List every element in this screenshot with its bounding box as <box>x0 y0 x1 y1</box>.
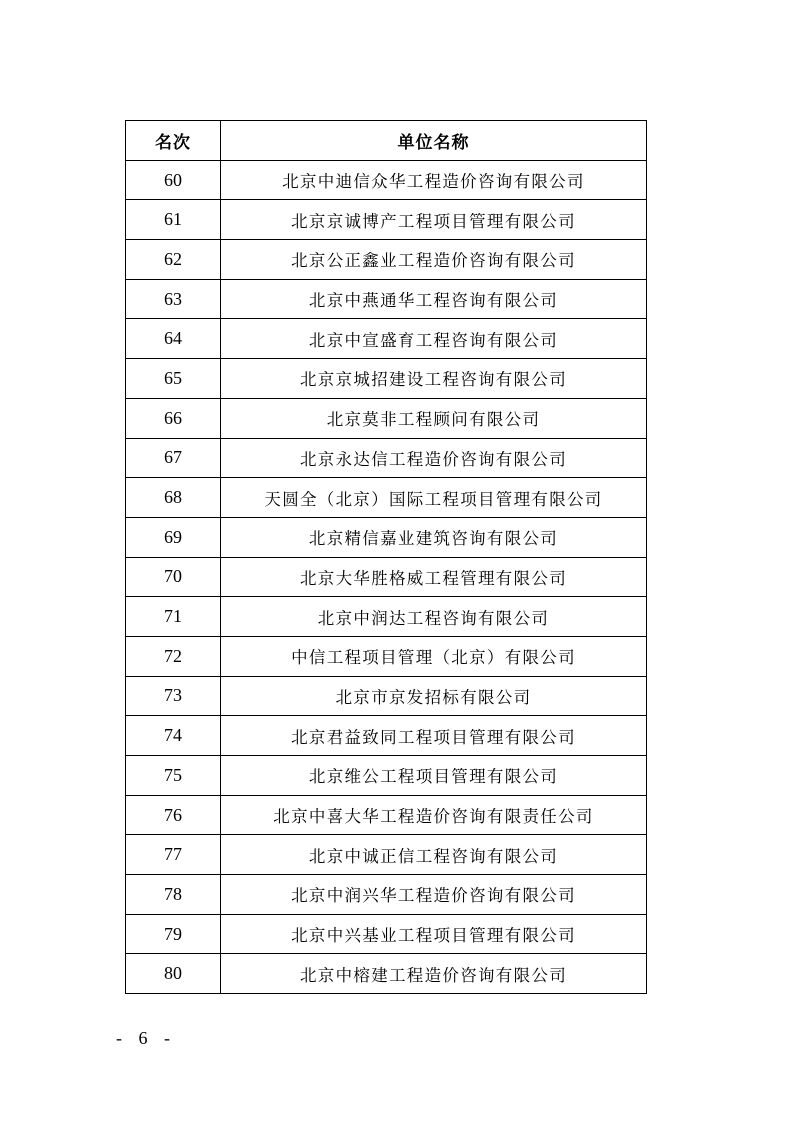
table-row <box>126 279 647 319</box>
rank-cell: 66 <box>126 398 221 438</box>
company-name-cell: 北京中喜大华工程造价咨询有限责任公司 <box>221 795 647 835</box>
table-row <box>126 319 647 359</box>
rank-cell: 63 <box>126 279 221 319</box>
company-name-cell: 北京京城招建设工程咨询有限公司 <box>221 359 647 399</box>
company-name-cell: 北京中润达工程咨询有限公司 <box>221 597 647 637</box>
rank-cell: 74 <box>126 716 221 756</box>
company-name-cell: 北京中润兴华工程造价咨询有限公司 <box>221 875 647 915</box>
table-row <box>126 835 647 875</box>
company-name-cell: 北京中诚正信工程咨询有限公司 <box>221 835 647 875</box>
rank-cell: 62 <box>126 240 221 280</box>
company-name-cell: 北京君益致同工程项目管理有限公司 <box>221 716 647 756</box>
rank-cell: 68 <box>126 478 221 518</box>
table-row <box>126 597 647 637</box>
table-header-row <box>126 121 647 161</box>
rank-cell: 78 <box>126 875 221 915</box>
table-row <box>126 359 647 399</box>
company-name-cell: 北京中兴基业工程项目管理有限公司 <box>221 914 647 954</box>
table-row <box>126 914 647 954</box>
table-header <box>126 121 647 161</box>
table-row <box>126 756 647 796</box>
table-row <box>126 716 647 756</box>
company-name-cell: 北京中宣盛育工程咨询有限公司 <box>221 319 647 359</box>
rank-cell: 72 <box>126 636 221 676</box>
rank-cell: 60 <box>126 160 221 200</box>
table-row <box>126 517 647 557</box>
rank-cell: 80 <box>126 954 221 994</box>
rank-cell: 79 <box>126 914 221 954</box>
header-company-name: 单位名称 <box>221 121 647 161</box>
company-name-cell: 北京中迪信众华工程造价咨询有限公司 <box>221 160 647 200</box>
ranking-table <box>125 120 647 994</box>
rank-cell: 76 <box>126 795 221 835</box>
company-name-cell: 北京大华胜格威工程管理有限公司 <box>221 557 647 597</box>
table-row <box>126 875 647 915</box>
company-name-cell: 中信工程项目管理（北京）有限公司 <box>221 636 647 676</box>
table-row <box>126 954 647 994</box>
company-name-cell: 北京公正鑫业工程造价咨询有限公司 <box>221 240 647 280</box>
rank-cell: 64 <box>126 319 221 359</box>
rank-cell: 67 <box>126 438 221 478</box>
company-name-cell: 北京中榕建工程造价咨询有限公司 <box>221 954 647 994</box>
company-name-cell: 北京市京发招标有限公司 <box>221 676 647 716</box>
rank-cell: 71 <box>126 597 221 637</box>
company-name-cell: 北京精信嘉业建筑咨询有限公司 <box>221 517 647 557</box>
table-row <box>126 240 647 280</box>
table-body <box>126 160 647 993</box>
company-name-cell: 北京莫非工程顾问有限公司 <box>221 398 647 438</box>
company-name-cell: 北京永达信工程造价咨询有限公司 <box>221 438 647 478</box>
company-name-cell: 北京京诚博产工程项目管理有限公司 <box>221 200 647 240</box>
rank-cell: 61 <box>126 200 221 240</box>
table-row <box>126 438 647 478</box>
rank-cell: 65 <box>126 359 221 399</box>
table-row <box>126 200 647 240</box>
company-name-cell: 天圆全（北京）国际工程项目管理有限公司 <box>221 478 647 518</box>
table-row <box>126 636 647 676</box>
rank-cell: 77 <box>126 835 221 875</box>
header-rank: 名次 <box>126 121 221 161</box>
page-number: - 6 - <box>116 1028 176 1048</box>
table-row <box>126 398 647 438</box>
table-row <box>126 478 647 518</box>
company-name-cell: 北京维公工程项目管理有限公司 <box>221 756 647 796</box>
company-name-cell: 北京中燕通华工程咨询有限公司 <box>221 279 647 319</box>
rank-cell: 69 <box>126 517 221 557</box>
rank-cell: 70 <box>126 557 221 597</box>
table-row <box>126 676 647 716</box>
table-row <box>126 160 647 200</box>
table-row <box>126 795 647 835</box>
rank-cell: 73 <box>126 676 221 716</box>
table-row <box>126 557 647 597</box>
rank-cell: 75 <box>126 756 221 796</box>
